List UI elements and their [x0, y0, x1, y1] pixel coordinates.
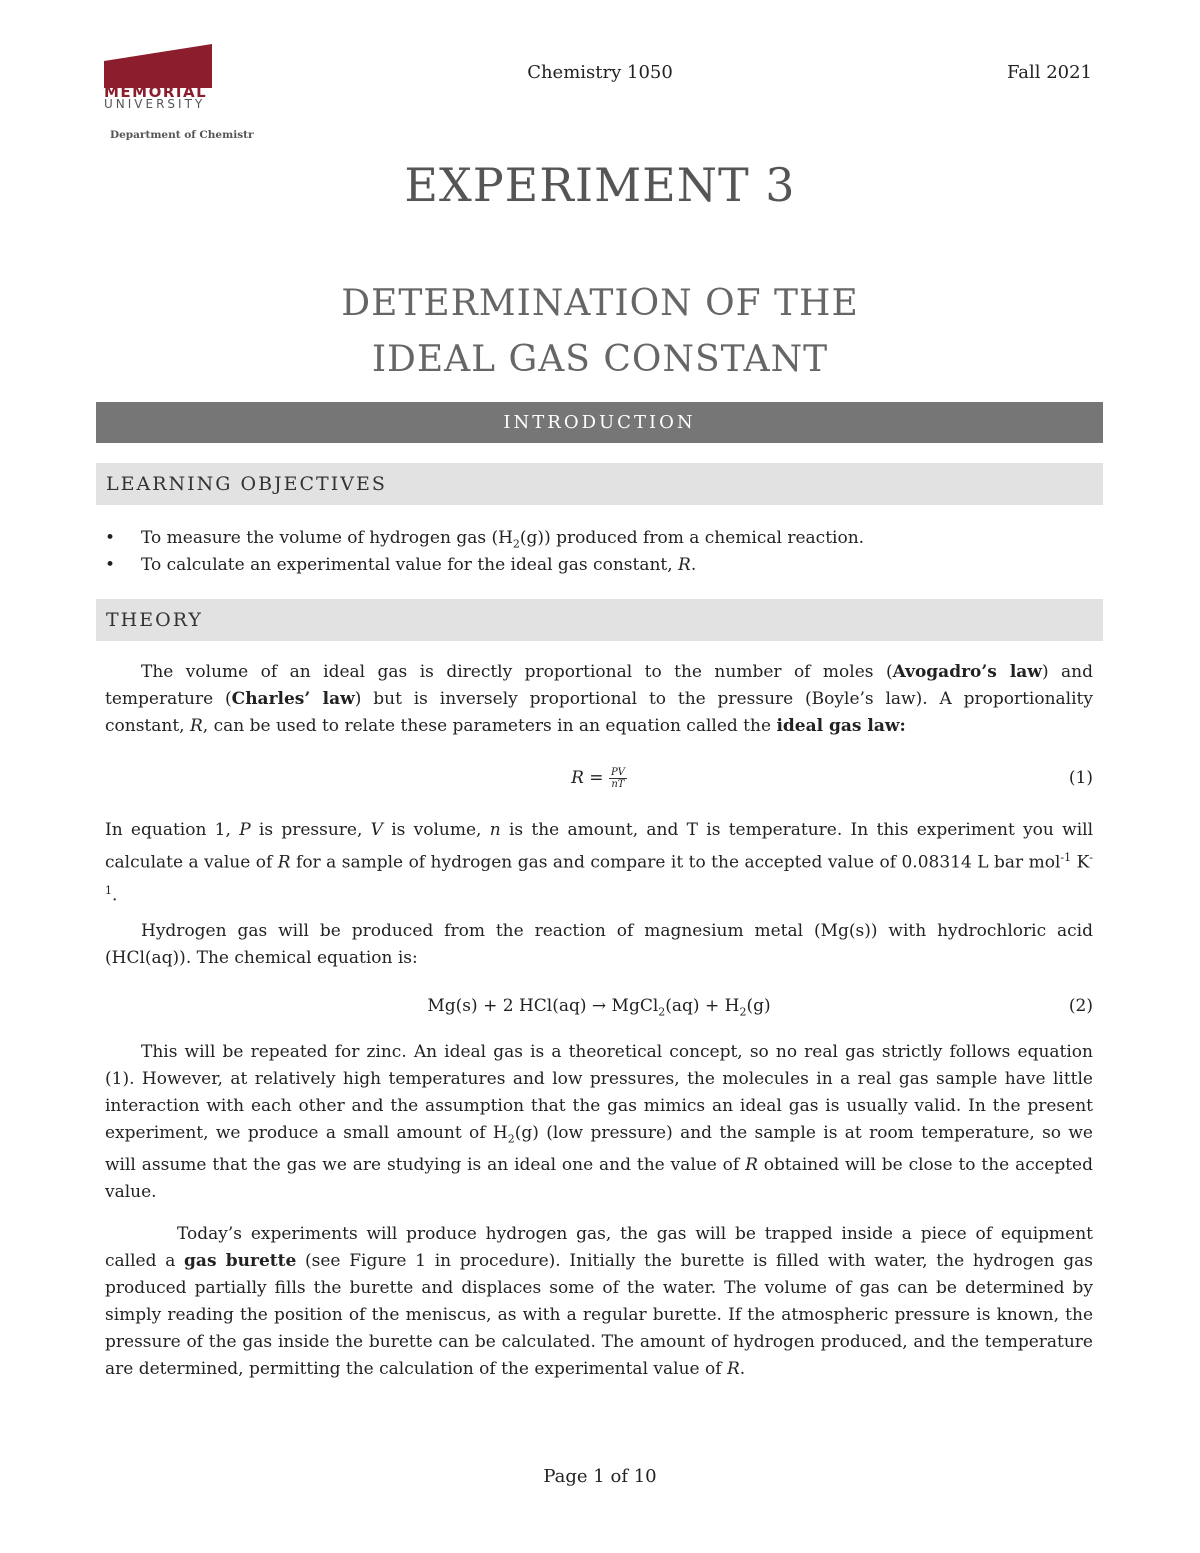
- svg-text:UNIVERSITY: UNIVERSITY: [104, 97, 206, 111]
- page-number: Page 1 of 10: [543, 1466, 657, 1487]
- theory-paragraph-1: The volume of an ideal gas is directly proportional to the number of moles (Avogadro’s law) and temperature (Charles’ law) but is inversely proportional to the pressure (Boyle’s law). A proportionality constant, R, can be used to relate these parameters in an equation called the ideal gas law:: [105, 662, 1093, 736]
- equation-2-formula: Mg(s) + 2 HCl(aq) → MgCl$_2$(aq) + $H_2(g)$: [427, 996, 771, 1019]
- equation-1: [105, 765, 1093, 797]
- subtitle-line-1: DETERMINATION OF THE: [341, 283, 859, 324]
- svg-text:Department of Chemistry: Department of Chemistry: [110, 129, 254, 141]
- section-theory: THEORY: [96, 599, 1103, 641]
- bullet-icon: •: [105, 555, 116, 575]
- objective-item-2: • To calculate an experimental value for the ideal gas constant, R.: [105, 552, 696, 579]
- subtitle-line-2: IDEAL GAS CONSTANT: [371, 339, 829, 380]
- equation-1-label: (1): [1068, 768, 1093, 788]
- term: Fall 2021: [1006, 62, 1092, 83]
- equation-2: [105, 993, 1093, 1020]
- experiment-subtitle: [0, 276, 1200, 388]
- theory-paragraph-5: Today’s experiments will produce hydrogen gas, the gas will be trapped inside a piece of equipment called a gas burette (see Figure 1 in procedure). Initially the burette is filled with water, the hydrogen gas produced partially fills the burette and displaces some of the water. The volume of gas can be determined by simply reading the position of the meniscus, as with a regular burette. If the atmospheric pressure is known, the pressure of the gas inside the burette can be calculated. The amount of hydrogen produced, and the temperature are determined, permitting the calculation of the experimental value of R.: [105, 1224, 1094, 1379]
- course-name: Chemistry 1050: [527, 62, 673, 83]
- experiment-title: EXPERIMENT 3: [404, 158, 796, 212]
- theory-paragraph-3: Hydrogen gas will be produced from the reaction of magnesium metal (Mg(s)) with hydrochloric acid (HCl(aq)). The chemical equation is:: [105, 921, 1093, 968]
- svg-text:MEMORIAL: MEMORIAL: [104, 83, 208, 101]
- section-learning-objectives: LEARNING OBJECTIVES: [96, 463, 1103, 505]
- bullet-icon: •: [105, 528, 116, 548]
- logo-graphic: [104, 44, 254, 148]
- equation-1-fraction: $\frac{PV}{nT}$: [610, 767, 625, 790]
- memorial-university-logo: [104, 44, 254, 148]
- theory-paragraph-4: This will be repeated for zinc. An ideal gas is a theoretical concept, so no real gas strictly follows equation (1). However, at relatively high temperatures and low pressures, the molecules in a real gas sample have little interaction with each other and the assumption that the gas mimics an ideal gas is usually valid. In the present experiment, we produce a small amount of $H_2(g)$ (low pressure) and the sample is at room temperature, so we will assume that the gas we are studying is an ideal one and the value of R obtained will be close to the accepted value.: [105, 1042, 1093, 1203]
- equation-1-formula: R = $\frac{PV}{nT}$: [571, 767, 625, 790]
- equation-2-label: (2): [1068, 996, 1093, 1016]
- section-introduction: INTRODUCTION: [96, 402, 1103, 443]
- objective-item-1: • To measure the volume of hydrogen gas $(H_2(g))$ produced from a chemical reaction.: [105, 525, 864, 557]
- theory-paragraph-2: In equation 1, P is pressure, V is volume, n is the amount, and T is temperature. In this experiment you will calculate a value of R for a sample of hydrogen gas and compare it to the accepted value of 0.08314 L bar mol$^{-1}$ $K^{-1}$.: [105, 820, 1094, 906]
